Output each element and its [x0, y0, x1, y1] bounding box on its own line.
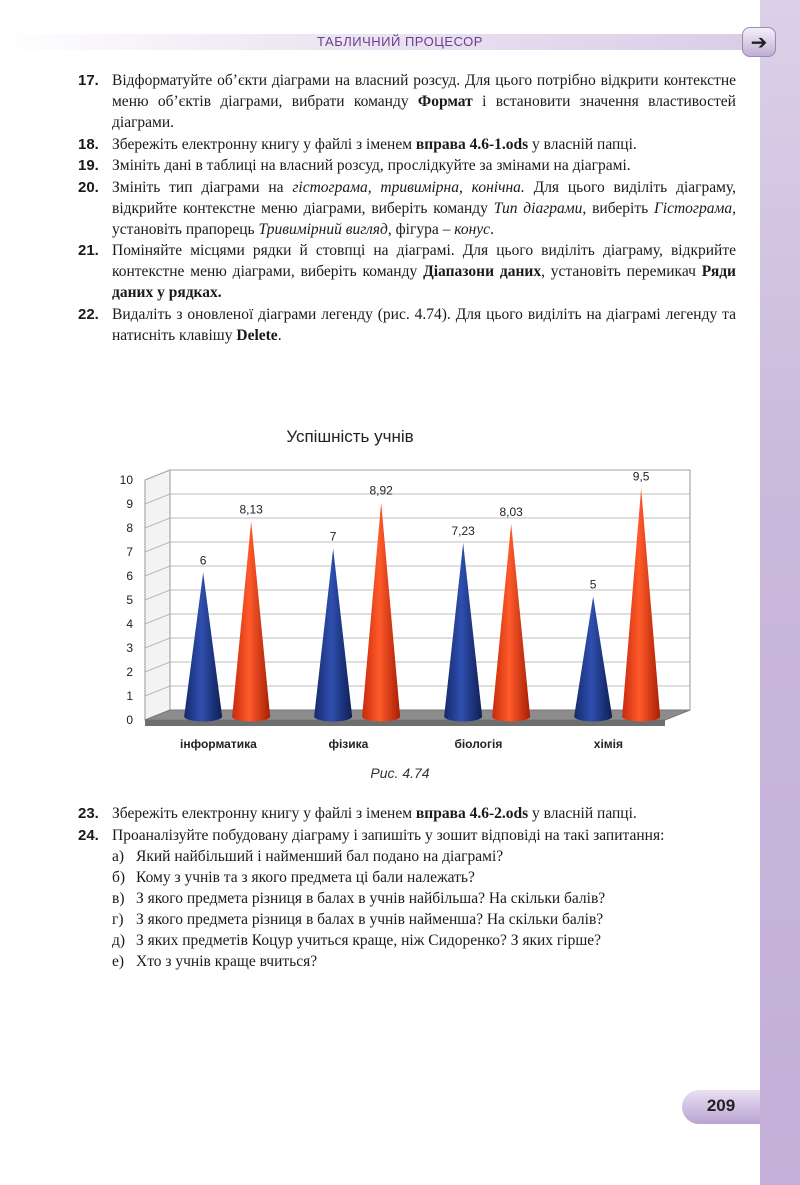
bold-term: Ряди даних у рядках. [112, 263, 736, 301]
task-number: 18. [78, 135, 99, 153]
y-tick-label: 6 [126, 569, 133, 583]
task-number: 20. [78, 178, 99, 196]
question-item [112, 930, 736, 951]
question-item [112, 951, 736, 972]
chart-svg [100, 420, 700, 765]
y-tick-label: 7 [126, 545, 133, 559]
text-run: , установіть прапорець [112, 199, 736, 238]
category-label: інформатика [180, 737, 257, 751]
section-title: ТАБЛИЧНИЙ ПРОЦЕСОР [317, 34, 483, 49]
task-item [80, 825, 736, 972]
question-letter: б) [112, 868, 126, 886]
text-run: , виберіть [582, 199, 654, 217]
bold-term: вправа 4.6-2.ods [415, 805, 529, 822]
question-text: З якого предмета різниця в балах в учнів найменша? На скільки балів? [136, 910, 604, 928]
page-number: 209 [706, 1096, 736, 1115]
data-label: 9,5 [632, 469, 650, 484]
data-label: 5 [589, 577, 597, 592]
y-tick-label: 10 [119, 473, 133, 487]
task-text [112, 72, 736, 131]
text-run: Змініть дані в таблиці на власний розсуд, прослідкуйте за змінами на діаграмі. [112, 157, 631, 174]
task-number: 21. [78, 242, 99, 259]
y-tick-label: 1 [126, 689, 133, 703]
text-run: . [490, 220, 494, 238]
task-text [112, 805, 637, 822]
task-item [80, 134, 736, 155]
italic-term: Тривимірний вигляд [258, 220, 388, 238]
bold-term: Формат [417, 93, 473, 110]
y-tick-label: 0 [126, 713, 133, 727]
question-list [112, 846, 736, 972]
task-item [80, 155, 736, 176]
data-label: 8,13 [239, 502, 263, 517]
text-run: Відформатуйте об’єкти діаграми на власний розсуд. Для цього потрібно відкрити контекстне меню об’єктів діаграми, вибрати команду [112, 72, 736, 110]
text-run: Змініть тип діаграми на [112, 178, 293, 196]
task-item [80, 177, 736, 240]
text-run: Проаналізуйте побудовану діаграму і запишіть у зошит відповіді на такі запитання: [112, 826, 665, 844]
italic-term: гістограма, тривимірна, конічна. [292, 178, 525, 196]
y-tick-label: 4 [126, 617, 133, 631]
question-letter: а) [112, 847, 125, 865]
chart-title: Успішність учнів [286, 427, 414, 446]
data-label: 7,23 [451, 523, 475, 538]
task-item [80, 803, 736, 824]
text-run: , фігура – [387, 220, 455, 238]
task-list-top [80, 70, 736, 346]
question-text: Кому з учнів та з якого предмета ці бали належать? [136, 868, 475, 886]
italic-term: конус [454, 220, 491, 238]
text-run: у власній папці. [528, 135, 637, 153]
bold-term: Delete [236, 326, 278, 344]
bold-term: вправа 4.6-1.ods [415, 135, 529, 153]
question-text: Який найбільший і найменший бал подано на діаграмі? [136, 847, 504, 865]
task-item [80, 240, 736, 303]
text-run: і встановити значення властивостей діаграми. [112, 93, 736, 131]
text-run: у власній папці. [528, 805, 637, 822]
task-text [112, 306, 736, 344]
text-run: . [277, 326, 282, 344]
data-label: 8,92 [369, 483, 393, 498]
task-text [112, 136, 637, 153]
category-label: фізика [328, 737, 369, 751]
task-text [112, 157, 631, 174]
task-item [80, 304, 736, 346]
category-label: хімія [593, 737, 624, 751]
y-tick-label: 2 [126, 665, 133, 679]
text-run: Збережіть електронну книгу у файлі з іменем [112, 135, 416, 153]
next-page-button[interactable] [742, 27, 776, 57]
task-text [112, 242, 736, 301]
cone-chart [100, 420, 700, 780]
question-letter: е) [112, 952, 125, 970]
category-label: біологія [454, 737, 503, 751]
text-run: Збережіть електронну книгу у файлі з іменем [112, 805, 416, 822]
text-run: , установіть перемикач [541, 263, 702, 280]
data-label: 6 [199, 553, 207, 568]
task-number: 19. [78, 157, 99, 174]
y-tick-label: 5 [126, 593, 133, 607]
question-item [112, 867, 736, 888]
question-text: Хто з учнів краще вчиться? [136, 952, 318, 970]
task-number: 23. [78, 805, 99, 822]
task-item [80, 70, 736, 133]
text-run: Видаліть з оновленої діаграми легенду (рис. 4.74). Для цього виділіть на діаграмі легенду та натисніть клавішу [112, 305, 736, 344]
question-text: З яких предметів Коцур учиться краще, ніж Сидоренко? З яких гірше? [136, 931, 602, 949]
arrow-right-icon: ➔ [750, 31, 768, 54]
task-number: 24. [78, 826, 99, 844]
question-item [112, 846, 736, 867]
question-item [112, 909, 736, 930]
question-letter: в) [112, 889, 125, 907]
task-number: 17. [78, 72, 99, 89]
task-number: 22. [78, 305, 99, 323]
italic-term: Гістограма [653, 199, 733, 217]
question-text: З якого предмета різниця в балах в учнів найбільша? На скільки балів? [136, 889, 606, 907]
text-run: Для цього виділіть діаграму, відкрийте контекстне меню діаграми, виберіть команду [112, 178, 737, 217]
side-decor-band [760, 0, 800, 1185]
y-tick-label: 3 [126, 641, 133, 655]
question-item [112, 888, 736, 909]
task-text [112, 179, 736, 238]
y-tick-label: 9 [126, 497, 133, 511]
bold-term: Діапазони даних [423, 263, 542, 280]
data-label: 8,03 [499, 504, 523, 519]
question-letter: г) [112, 910, 124, 928]
task-text [112, 827, 664, 844]
figure-caption: Рис. 4.74 [370, 765, 430, 781]
data-label: 7 [329, 529, 337, 544]
y-tick-label: 8 [126, 521, 133, 535]
italic-term: Тип діаграми [493, 199, 583, 217]
text-run: Поміняйте місцями рядки й стовпці на діаграмі. Для цього виділіть діаграму, відкрийте контекстне меню діаграми, виберіть команду [112, 242, 736, 280]
question-letter: д) [112, 931, 126, 949]
task-list-bottom [80, 803, 736, 972]
